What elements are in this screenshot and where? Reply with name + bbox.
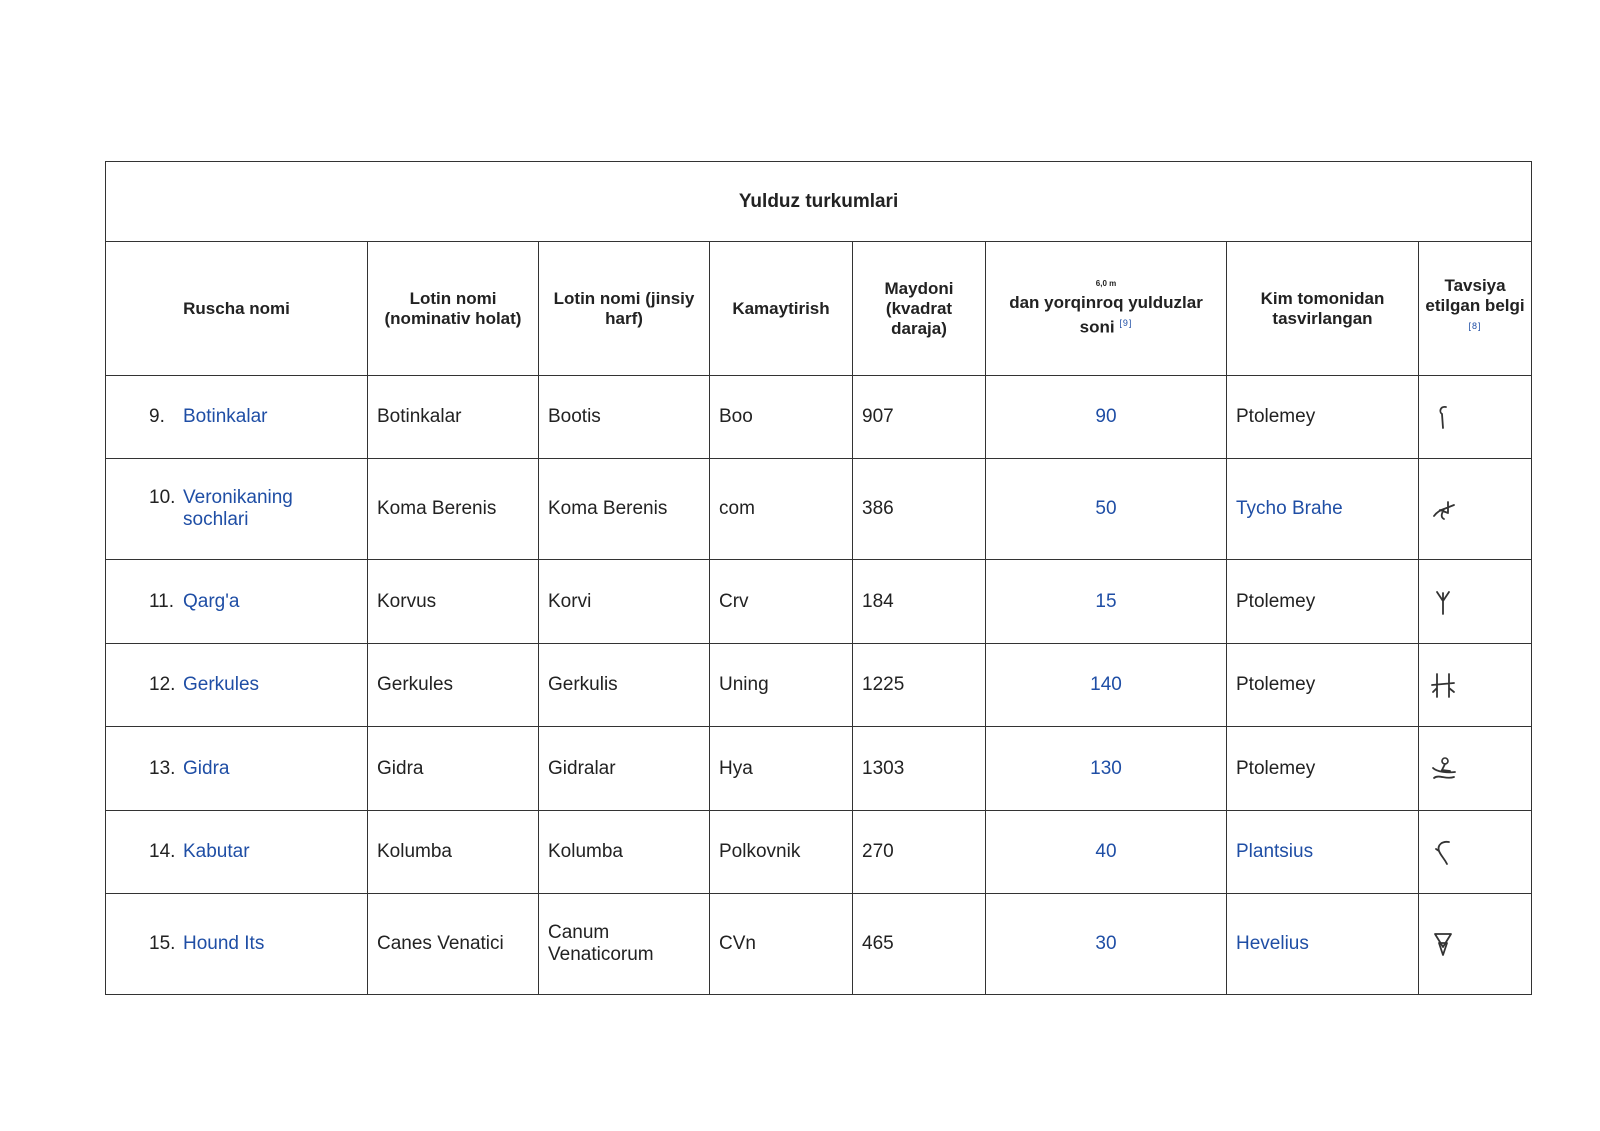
- cell-abbreviation: Polkovnik: [710, 811, 853, 894]
- described-by-text: Ptolemey: [1236, 590, 1316, 612]
- cell-symbol: [1419, 459, 1532, 560]
- header-symbol-ref[interactable]: [8]: [1468, 321, 1482, 332]
- header-star-count-label: dan yorqinroq yulduzlar soni: [1009, 293, 1203, 337]
- described-by-text[interactable]: Plantsius: [1236, 841, 1314, 862]
- cell-russian-name: [106, 811, 368, 894]
- table-row: [106, 811, 1532, 894]
- cell-described-by: [1227, 376, 1419, 459]
- cell-abbreviation: Hya: [710, 727, 853, 811]
- row-index: 15.: [149, 933, 176, 954]
- coma-berenices-symbol-icon: [1428, 494, 1458, 524]
- cell-described-by: [1227, 459, 1419, 560]
- cell-described-by: [1227, 811, 1419, 894]
- cell-abbreviation: com: [710, 459, 853, 560]
- constellation-link[interactable]: Hound Its: [183, 933, 265, 954]
- cell-latin-nominative: Gidra: [368, 727, 539, 811]
- cell-symbol: [1419, 644, 1532, 727]
- cell-symbol: [1419, 376, 1532, 459]
- table-row: [106, 376, 1532, 459]
- cell-latin-nominative: Korvus: [368, 560, 539, 644]
- constellation-link[interactable]: Botinkalar: [183, 406, 268, 427]
- constellation-link[interactable]: Veronikaning sochlari: [183, 487, 293, 530]
- cell-symbol: [1419, 560, 1532, 644]
- described-by-text: Ptolemey: [1236, 757, 1316, 779]
- header-latin-genitive: Lotin nomi (jinsiy harf): [539, 242, 710, 376]
- table-row: [106, 560, 1532, 644]
- row-index: 9.: [149, 406, 165, 427]
- described-by-text[interactable]: Hevelius: [1236, 933, 1309, 954]
- star-count-link[interactable]: 30: [1095, 933, 1117, 954]
- cell-latin-genitive: Canum Venaticorum: [539, 894, 710, 995]
- header-symbol: [1419, 242, 1532, 376]
- cell-symbol: [1419, 894, 1532, 995]
- constellations-table: [105, 161, 1532, 995]
- header-star-count-ref[interactable]: [9]: [1119, 318, 1133, 329]
- star-count-link[interactable]: 140: [1090, 674, 1122, 695]
- cell-symbol: [1419, 811, 1532, 894]
- cell-symbol: [1419, 727, 1532, 811]
- constellation-link[interactable]: Qarg'a: [183, 590, 240, 612]
- constellation-link[interactable]: Gerkules: [183, 674, 260, 695]
- cell-latin-nominative: Gerkules: [368, 644, 539, 727]
- cell-described-by: [1227, 727, 1419, 811]
- described-by-text[interactable]: Tycho Brahe: [1236, 498, 1343, 519]
- row-index: 12.: [149, 674, 176, 695]
- hercules-symbol-icon: [1428, 670, 1458, 700]
- cell-area: 270: [853, 811, 986, 894]
- table-row: [106, 644, 1532, 727]
- cell-latin-genitive: Bootis: [539, 376, 710, 459]
- header-latin-nominative: Lotin nomi (nominativ holat): [368, 242, 539, 376]
- cell-latin-nominative: Kolumba: [368, 811, 539, 894]
- cell-latin-genitive: Kolumba: [539, 811, 710, 894]
- cell-abbreviation: CVn: [710, 894, 853, 995]
- star-count-link[interactable]: 15: [1095, 590, 1117, 612]
- star-count-link[interactable]: 40: [1095, 841, 1117, 862]
- star-count-link[interactable]: 50: [1095, 498, 1117, 519]
- cell-latin-nominative: Koma Berenis: [368, 459, 539, 560]
- cell-latin-genitive: Gerkulis: [539, 644, 710, 727]
- cell-latin-nominative: Botinkalar: [368, 376, 539, 459]
- header-row: [106, 242, 1532, 376]
- cell-abbreviation: Uning: [710, 644, 853, 727]
- cell-russian-name: [106, 459, 368, 560]
- cell-area: 907: [853, 376, 986, 459]
- canes-venatici-symbol-icon: [1428, 929, 1458, 959]
- cell-star-count: [986, 376, 1227, 459]
- table-row: [106, 894, 1532, 995]
- header-russian-name: Ruscha nomi: [106, 242, 368, 376]
- cell-abbreviation: Boo: [710, 376, 853, 459]
- cell-russian-name: [106, 727, 368, 811]
- corvus-symbol-icon: [1428, 587, 1458, 617]
- cell-russian-name: [106, 894, 368, 995]
- cell-latin-genitive: Koma Berenis: [539, 459, 710, 560]
- cell-described-by: [1227, 894, 1419, 995]
- star-count-link[interactable]: 130: [1090, 757, 1122, 779]
- cell-star-count: [986, 459, 1227, 560]
- header-symbol-label: Tavsiya etilgan belgi: [1425, 276, 1525, 316]
- header-area: Maydoni (kvadrat daraja): [853, 242, 986, 376]
- cell-area: 1225: [853, 644, 986, 727]
- cell-area: 386: [853, 459, 986, 560]
- constellation-link[interactable]: Gidra: [183, 757, 230, 779]
- described-by-text: Ptolemey: [1236, 674, 1316, 695]
- described-by-text: Ptolemey: [1236, 406, 1316, 427]
- cell-russian-name: [106, 644, 368, 727]
- row-index: 11.: [149, 590, 175, 612]
- row-index: 14.: [149, 841, 176, 862]
- header-described-by: Kim tomonidan tasvirlangan: [1227, 242, 1419, 376]
- cell-area: 184: [853, 560, 986, 644]
- cell-star-count: [986, 811, 1227, 894]
- hydra-symbol-icon: [1428, 754, 1458, 784]
- cell-area: 465: [853, 894, 986, 995]
- cell-star-count: [986, 644, 1227, 727]
- bootes-symbol-icon: [1428, 402, 1458, 432]
- table-caption: Yulduz turkumlari: [106, 162, 1532, 242]
- cell-star-count: [986, 894, 1227, 995]
- header-star-count: [986, 242, 1227, 376]
- columba-symbol-icon: [1428, 837, 1458, 867]
- cell-described-by: [1227, 644, 1419, 727]
- header-abbreviation: Kamaytirish: [710, 242, 853, 376]
- row-index: 13.: [149, 757, 176, 779]
- cell-latin-genitive: Gidralar: [539, 727, 710, 811]
- star-count-link[interactable]: 90: [1095, 406, 1117, 427]
- cell-area: 1303: [853, 727, 986, 811]
- constellation-link[interactable]: Kabutar: [183, 841, 250, 862]
- cell-star-count: [986, 727, 1227, 811]
- cell-described-by: [1227, 560, 1419, 644]
- cell-russian-name: [106, 560, 368, 644]
- row-index: 10.: [149, 487, 176, 508]
- header-star-count-magnitude: 6,0 m: [1095, 279, 1117, 289]
- cell-russian-name: [106, 376, 368, 459]
- table-row: [106, 727, 1532, 811]
- cell-abbreviation: Crv: [710, 560, 853, 644]
- cell-star-count: [986, 560, 1227, 644]
- cell-latin-nominative: Canes Venatici: [368, 894, 539, 995]
- cell-latin-genitive: Korvi: [539, 560, 710, 644]
- table-row: [106, 459, 1532, 560]
